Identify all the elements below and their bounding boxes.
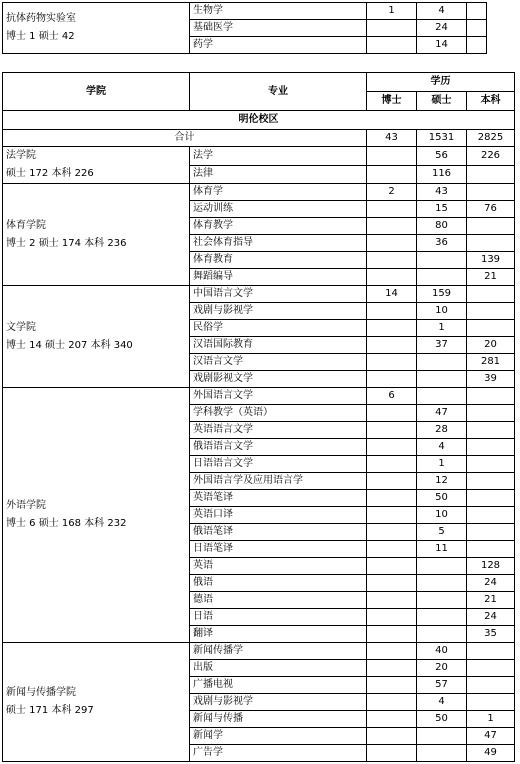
campus-row: [3, 111, 515, 130]
major-name: 法学: [190, 147, 367, 166]
college-row: [3, 147, 515, 166]
major-name: 翻译: [190, 626, 367, 643]
phd-count: [367, 490, 417, 507]
master-count: 15: [417, 201, 467, 218]
college-name: 文学院: [6, 321, 36, 333]
master-count: 159: [417, 286, 467, 303]
bachelor-count: 226: [467, 147, 515, 166]
bachelor-count: [467, 660, 515, 677]
major-name: 学科教学（英语）: [190, 405, 367, 422]
master-count: 14: [417, 37, 467, 54]
bachelor-count: [467, 3, 487, 20]
master-count: 5: [417, 524, 467, 541]
major-name: 生物学: [190, 3, 367, 20]
master-count: [417, 575, 467, 592]
college-summary: 硕士 172 本科 226: [6, 168, 94, 179]
major-name: 广告学: [190, 745, 367, 762]
phd-count: 6: [367, 388, 417, 405]
phd-count: [367, 354, 417, 371]
bachelor-count: [467, 541, 515, 558]
bachelor-count: 21: [467, 269, 515, 286]
phd-count: [367, 201, 417, 218]
master-count: 11: [417, 541, 467, 558]
major-name: 日语: [190, 609, 367, 626]
bachelor-count: [467, 694, 515, 711]
major-name: 汉语言文学: [190, 354, 367, 371]
campus-name: 明伦校区: [3, 111, 515, 130]
college-summary: 硕士 171 本科 297: [6, 705, 94, 716]
phd-count: [367, 320, 417, 337]
phd-count: [367, 371, 417, 388]
bachelor-count: 128: [467, 558, 515, 575]
phd-count: [367, 473, 417, 490]
bachelor-count: 1: [467, 711, 515, 728]
bachelor-count: 47: [467, 728, 515, 745]
major-name: 俄语笔译: [190, 524, 367, 541]
top-partial-table: [2, 2, 487, 54]
master-count: 24: [417, 20, 467, 37]
college-row: [3, 184, 515, 201]
total-row: [3, 130, 515, 147]
phd-count: [367, 592, 417, 609]
bachelor-count: [467, 473, 515, 490]
bachelor-count: [467, 439, 515, 456]
major-name: 英语笔译: [190, 490, 367, 507]
bachelor-count: 24: [467, 609, 515, 626]
master-count: 4: [417, 439, 467, 456]
header-row-1: [3, 73, 515, 92]
enrollment-table-body: [3, 73, 515, 762]
major-name: 运动训练: [190, 201, 367, 218]
bachelor-count: 49: [467, 745, 515, 762]
major-name: 英语口译: [190, 507, 367, 524]
master-count: 47: [417, 405, 467, 422]
phd-count: [367, 507, 417, 524]
bachelor-count: [467, 235, 515, 252]
bachelor-count: 39: [467, 371, 515, 388]
major-name: 新闻学: [190, 728, 367, 745]
phd-count: [367, 422, 417, 439]
phd-count: [367, 711, 417, 728]
master-count: [417, 592, 467, 609]
master-count: [417, 354, 467, 371]
master-count: 4: [417, 3, 467, 20]
phd-count: [367, 558, 417, 575]
bachelor-count: [467, 218, 515, 235]
phd-count: [367, 609, 417, 626]
major-name: 戏剧与影视学: [190, 303, 367, 320]
master-count: [417, 558, 467, 575]
phd-count: [367, 252, 417, 269]
master-count: 50: [417, 490, 467, 507]
top-college-cell: [3, 3, 190, 54]
phd-count: [367, 337, 417, 354]
bachelor-count: 76: [467, 201, 515, 218]
major-name: 戏剧影视文学: [190, 371, 367, 388]
major-name: 广播电视: [190, 677, 367, 694]
bachelor-count: [467, 490, 515, 507]
phd-count: [367, 303, 417, 320]
master-count: [417, 269, 467, 286]
major-name: 俄语: [190, 575, 367, 592]
bachelor-count: [467, 37, 487, 54]
major-name: 汉语国际教育: [190, 337, 367, 354]
major-name: 英语: [190, 558, 367, 575]
phd-count: 2: [367, 184, 417, 201]
master-count: [417, 745, 467, 762]
college-name: 法学院: [6, 150, 36, 161]
phd-count: [367, 660, 417, 677]
master-count: 56: [417, 147, 467, 166]
bachelor-count: [467, 456, 515, 473]
header-major: 专业: [190, 73, 367, 111]
college-name: 抗体药物实验室: [6, 13, 76, 24]
master-count: 4: [417, 694, 467, 711]
college-summary: 博士 6 硕士 168 本科 232: [6, 518, 127, 529]
master-count: 116: [417, 165, 467, 184]
master-count: 37: [417, 337, 467, 354]
master-count: [417, 371, 467, 388]
college-name: 外语学院: [6, 500, 46, 511]
phd-count: [367, 20, 417, 37]
master-count: 57: [417, 677, 467, 694]
bachelor-count: [467, 165, 515, 184]
phd-count: [367, 575, 417, 592]
major-name: 新闻与传播: [190, 711, 367, 728]
phd-count: 14: [367, 286, 417, 303]
phd-count: [367, 165, 417, 184]
college-college-cell: [3, 286, 190, 388]
header-college: 学院: [3, 73, 190, 111]
bachelor-count: 21: [467, 592, 515, 609]
master-count: 50: [417, 711, 467, 728]
phd-count: [367, 235, 417, 252]
major-name: 出版: [190, 660, 367, 677]
master-count: [417, 252, 467, 269]
bachelor-count: 139: [467, 252, 515, 269]
college-college-cell: [3, 184, 190, 286]
master-count: 12: [417, 473, 467, 490]
bachelor-count: [467, 643, 515, 660]
major-name: 体育学: [190, 184, 367, 201]
college-name: 体育学院: [6, 219, 46, 231]
top-row: [3, 3, 487, 20]
total-label: 合计: [3, 130, 367, 147]
college-row: [3, 388, 515, 405]
major-name: 新闻传播学: [190, 643, 367, 660]
phd-count: [367, 524, 417, 541]
master-count: 80: [417, 218, 467, 235]
phd-count: [367, 728, 417, 745]
master-count: [417, 728, 467, 745]
master-count: 1: [417, 456, 467, 473]
college-name: 新闻与传播学院: [6, 687, 76, 698]
major-name: 外国语言文学: [190, 388, 367, 405]
college-summary: 博士 1 硕士 42: [6, 31, 75, 42]
phd-count: [367, 541, 417, 558]
phd-count: [367, 677, 417, 694]
phd-count: [367, 405, 417, 422]
bachelor-count: 20: [467, 337, 515, 354]
major-name: 中国语言文学: [190, 286, 367, 303]
phd-count: [367, 439, 417, 456]
major-name: 民俗学: [190, 320, 367, 337]
master-count: 1: [417, 320, 467, 337]
master-count: 10: [417, 303, 467, 320]
phd-count: [367, 626, 417, 643]
top-table-body: [3, 3, 487, 54]
major-name: 体育教育: [190, 252, 367, 269]
total-phd: 43: [367, 130, 417, 147]
college-row: [3, 286, 515, 303]
bachelor-count: [467, 422, 515, 439]
bachelor-count: 35: [467, 626, 515, 643]
total-master: 1531: [417, 130, 467, 147]
master-count: 10: [417, 507, 467, 524]
major-name: 法律: [190, 165, 367, 184]
bachelor-count: [467, 405, 515, 422]
bachelor-count: [467, 524, 515, 541]
phd-count: [367, 37, 417, 54]
major-name: 体育教学: [190, 218, 367, 235]
phd-count: [367, 218, 417, 235]
phd-count: [367, 694, 417, 711]
bachelor-count: [467, 388, 515, 405]
major-name: 俄语语言文学: [190, 439, 367, 456]
bachelor-count: [467, 286, 515, 303]
phd-count: [367, 147, 417, 166]
master-count: 28: [417, 422, 467, 439]
college-college-cell: [3, 388, 190, 643]
major-name: 舞蹈编导: [190, 269, 367, 286]
major-name: 药学: [190, 37, 367, 54]
major-name: 日语笔译: [190, 541, 367, 558]
bachelor-count: 281: [467, 354, 515, 371]
bachelor-count: [467, 320, 515, 337]
header-degree: 学历: [367, 73, 515, 92]
major-name: 外国语言学及应用语言学: [190, 473, 367, 490]
header-master: 硕士: [417, 92, 467, 111]
master-count: [417, 609, 467, 626]
enrollment-table: [2, 72, 515, 762]
master-count: 40: [417, 643, 467, 660]
college-summary: 博士 14 硕士 207 本科 340: [6, 339, 133, 351]
phd-count: [367, 745, 417, 762]
master-count: 36: [417, 235, 467, 252]
phd-count: [367, 456, 417, 473]
phd-count: 1: [367, 3, 417, 20]
master-count: 43: [417, 184, 467, 201]
master-count: 20: [417, 660, 467, 677]
bachelor-count: [467, 507, 515, 524]
header-phd: 博士: [367, 92, 417, 111]
bachelor-count: [467, 677, 515, 694]
phd-count: [367, 269, 417, 286]
total-bachelor: 2825: [467, 130, 515, 147]
college-college-cell: [3, 147, 190, 184]
bachelor-count: [467, 184, 515, 201]
college-college-cell: [3, 643, 190, 762]
college-summary: 博士 2 硕士 174 本科 236: [6, 237, 127, 249]
major-name: 日语语言文学: [190, 456, 367, 473]
master-count: [417, 388, 467, 405]
major-name: 戏剧与影视学: [190, 694, 367, 711]
master-count: [417, 626, 467, 643]
phd-count: [367, 643, 417, 660]
bachelor-count: [467, 20, 487, 37]
bachelor-count: [467, 303, 515, 320]
major-name: 社会体育指导: [190, 235, 367, 252]
college-row: [3, 643, 515, 660]
major-name: 英语语言文学: [190, 422, 367, 439]
bachelor-count: 24: [467, 575, 515, 592]
major-name: 基础医学: [190, 20, 367, 37]
major-name: 德语: [190, 592, 367, 609]
header-bachelor: 本科: [467, 92, 515, 111]
